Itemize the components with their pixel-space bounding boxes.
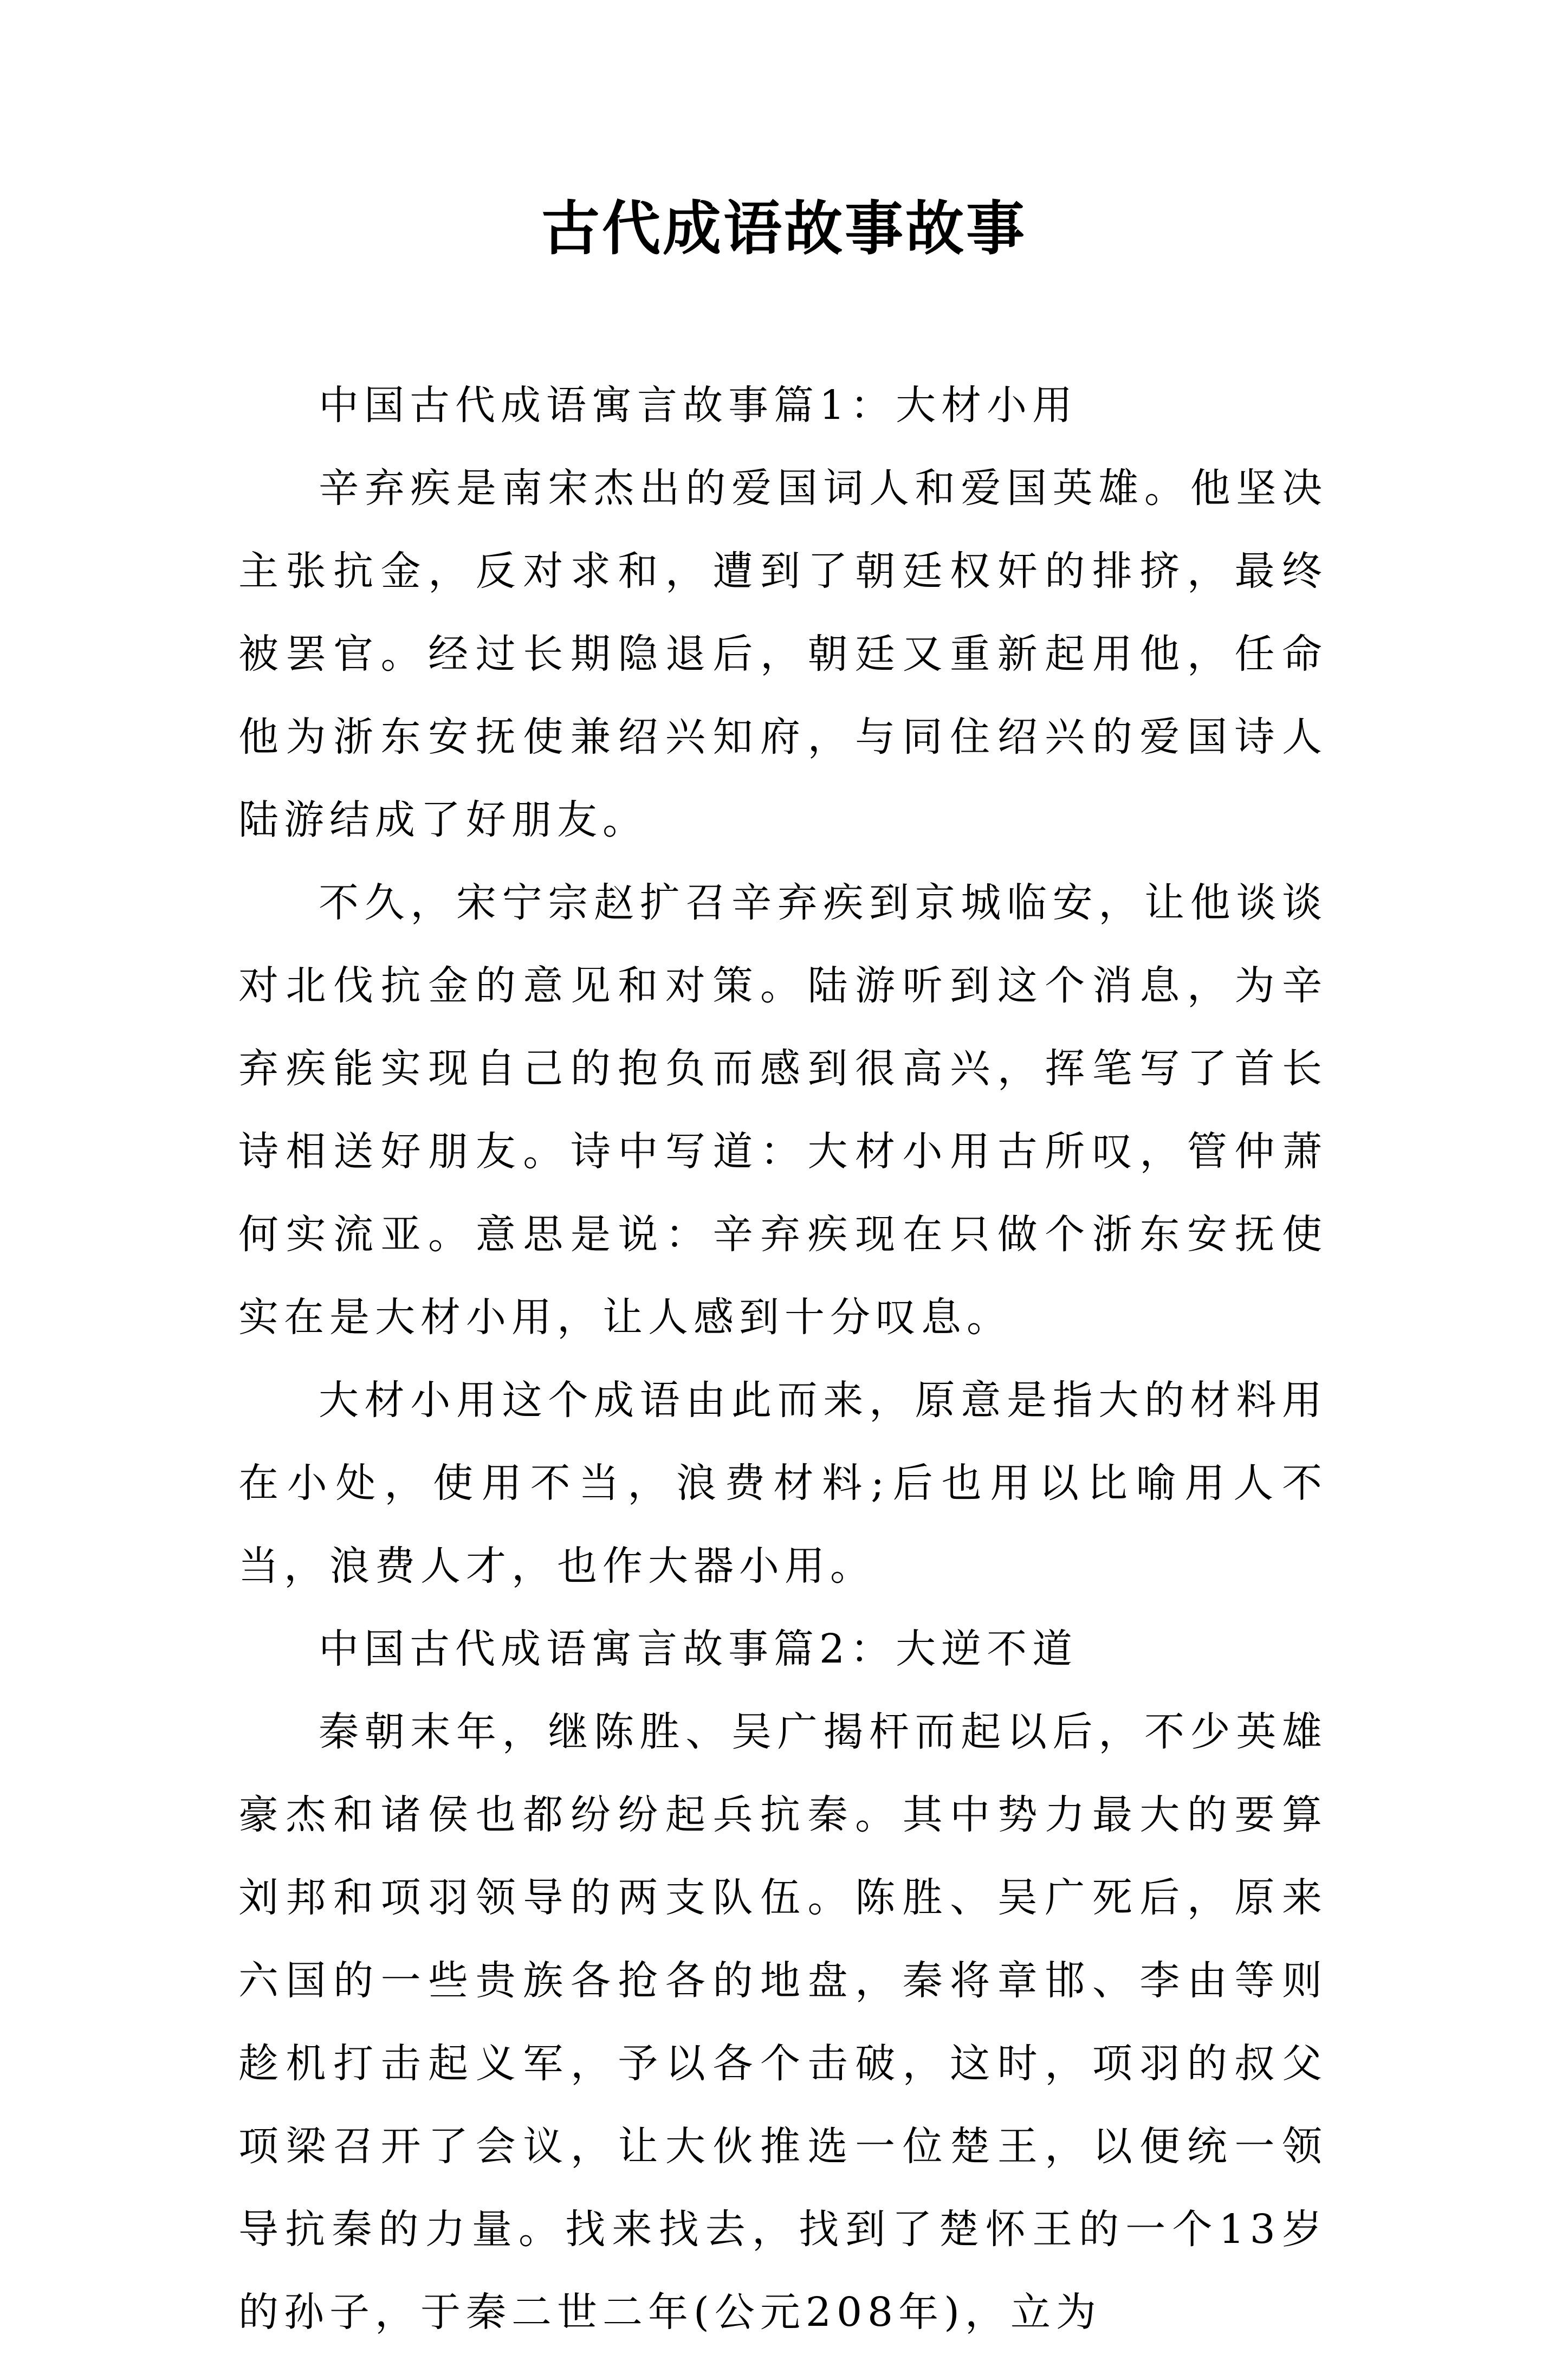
document-body — [238, 364, 1327, 2354]
paragraph: 秦朝末年，继陈胜、吴广揭杆而起以后，不少英雄豪杰和诸侯也都纷纷起兵抗秦。其中势力最大的要算刘邦和项羽领导的两支队伍。陈胜、吴广死后，原来六国的一些贵族各抢各的地盘，秦将章邯、李由等则趁机打击起义军，予以各个击破，这时，项羽的叔父项梁召开了会议，让大伙推选一位楚王，以便统一领导抗秦的力量。找来找去，找到了楚怀王的一个13岁的孙子，于秦二世二年(公元208年)，立为 — [238, 1709, 1327, 2336]
paragraph: 辛弃疾是南宋杰出的爱国词人和爱国英雄。他坚决主张抗金，反对求和，遭到了朝廷权奸的排挤，最终被罢官。经过长期隐退后，朝廷又重新起用他，任命他为浙东安抚使兼绍兴知府，与同住绍兴的爱国诗人陆游结成了好朋友。 — [238, 465, 1327, 843]
section-heading-2: 中国古代成语寓言故事篇2：大逆不道 — [319, 1626, 1078, 1672]
paragraph: 大材小用这个成语由此而来，原意是指大的材料用在小处，使用不当，浪费材料;后也用以比喻用人不当，浪费人才，也作大器小用。 — [238, 1377, 1327, 1589]
paragraph: 不久，宋宁宗赵扩召辛弃疾到京城临安，让他谈谈对北伐抗金的意见和对策。陆游听到这个消息，为辛弃疾能实现自己的抱负而感到很高兴，挥笔写了首长诗相送好朋友。诗中写道：大材小用古所叹，管仲萧何实流亚。意思是说：辛弃疾现在只做个浙东安抚使实在是大材小用，让人感到十分叹息。 — [238, 879, 1327, 1341]
section-heading-1: 中国古代成语寓言故事篇1：大材小用 — [319, 382, 1078, 429]
document-title: 古代成语故事故事 — [541, 195, 1027, 263]
